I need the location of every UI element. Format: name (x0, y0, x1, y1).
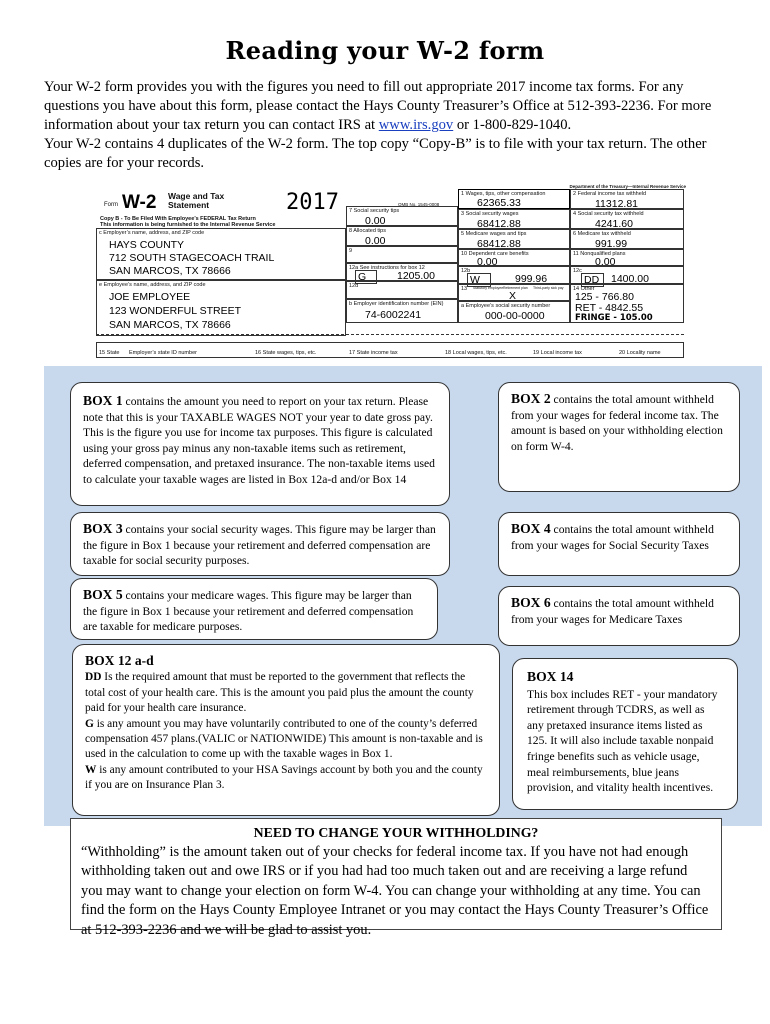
box-2-text: contains the total amount withheld from your wages for federal income tax. The amount is based on your withholding election on form W-4. (511, 393, 723, 453)
box-4-explanation (498, 512, 740, 576)
box-13 (458, 284, 570, 301)
box-14-line-2: RET - 4842.55 (575, 302, 644, 314)
form-title: Wage and Tax Statement (168, 191, 225, 210)
box-13-checkmark: X (509, 290, 517, 302)
box-1-title: BOX 1 (83, 393, 123, 408)
ein-value: 74-6002241 (365, 309, 422, 321)
ssn-value: 000-00-0000 (485, 310, 545, 322)
box-12b (458, 266, 570, 284)
omb-number: OMB No. 1545-0008 (398, 202, 440, 207)
box-4 (570, 209, 684, 229)
intro-paragraph-1-end: or 1-800-829-1040. (453, 117, 572, 133)
box-12d (346, 281, 458, 299)
box-1-explanation (70, 382, 450, 506)
box-10 (458, 249, 570, 266)
box-12-dd-code: DD (85, 671, 102, 684)
ssn-label: a Employee’s social security number (461, 303, 551, 309)
employee-label: e Employee’s name, address, and ZIP code (99, 282, 206, 288)
copy-b-label: Copy B - To Be Filed With Employee’s FEDERAL Tax Return (100, 216, 256, 222)
box-14-line-3: FRINGE - 105.00 (575, 313, 653, 323)
employer-address-2: SAN MARCOS, TX 78666 (109, 265, 231, 277)
form-year: 2017 (286, 190, 339, 215)
box-7-label: 7 Social security tips (349, 208, 400, 214)
box-12b-code: W (467, 273, 491, 287)
employer-address-1: 712 SOUTH STAGECOACH TRAIL (109, 252, 275, 264)
box-6-explanation (498, 586, 740, 646)
box-13-statutory: Statutory employee (473, 286, 504, 290)
box-2-title: BOX 2 (511, 391, 551, 406)
box-6-label: 6 Medicare tax withheld (573, 231, 631, 237)
form-label: Form (104, 202, 118, 208)
box-13-retirement: Retirement plan (503, 286, 528, 290)
box-12a (346, 263, 458, 281)
box-12a-value: 1205.00 (397, 270, 435, 282)
box-3-label: 3 Social security wages (461, 211, 519, 217)
box-3-value: 68412.88 (477, 218, 521, 230)
page-title: Reading your W-2 form (225, 36, 545, 65)
box-12-w-code: W (85, 763, 97, 776)
employer-name: HAYS COUNTY (109, 239, 185, 251)
intro-paragraph-1: Your W-2 form provides you with the figures you need to fill out appropriate 2017 income tax forms. For any questions you have about this form, please contact the Hays County Treasurer’s Office at 512-393-2236. For more information about your tax return you can contact IRS at (44, 79, 712, 133)
box-19-label: 19 Local income tax (533, 350, 582, 356)
box-7-value: 0.00 (365, 215, 386, 227)
box-1 (458, 189, 570, 209)
box-12-dd (85, 670, 487, 716)
box-11 (570, 249, 684, 266)
box-5-label: 5 Medicare wages and tips (461, 231, 527, 237)
box-6-text: contains the total amount withheld from your wages for Medicare Taxes (511, 597, 714, 626)
box-8-value: 0.00 (365, 235, 386, 247)
box-b-ein (346, 299, 458, 323)
box-1-label: 1 Wages, tips, other compensation (461, 191, 546, 197)
box-12c-label: 12c (573, 268, 582, 274)
box-8 (346, 226, 458, 246)
withholding-section (70, 818, 722, 938)
box-16-label: 16 State wages, tips, etc. (255, 350, 317, 356)
box-3 (458, 209, 570, 229)
box-2-value: 11312.81 (595, 198, 639, 210)
box-14-explanation (512, 658, 738, 810)
box-5-explanation (70, 578, 438, 640)
box-4-value: 4241.60 (595, 218, 633, 230)
box-12-g (85, 717, 487, 763)
box-4-label: 4 Social security tax withheld (573, 211, 644, 217)
box-14-label: 14 Other (573, 286, 595, 292)
employee-address-2: SAN MARCOS, TX 78666 (109, 319, 231, 331)
box-3-explanation (70, 512, 450, 576)
box-11-label: 11 Nonqualified plans (573, 251, 626, 257)
box-10-value: 0.00 (477, 256, 498, 268)
employer-label: c Employer’s name, address, and ZIP code (99, 230, 205, 236)
employee-box (96, 280, 346, 336)
box-5-text: contains your medicare wages. This figure may be larger than the figure in Box 1 because your retirement and deferred compensation are taxable for medicare purposes. (83, 589, 414, 634)
intro-text (44, 78, 734, 173)
box-12-w (85, 763, 487, 794)
box-2 (570, 189, 684, 209)
box-12a-label: 12a See instructions for box 12 (349, 265, 425, 271)
state-id-label: Employer’s state ID number (129, 350, 197, 356)
box-8-label: 8 Allocated tips (349, 228, 386, 234)
box-18-label: 18 Local wages, tips, etc. (445, 350, 507, 356)
box-4-text: contains the total amount withheld from your wages for Social Security Taxes (511, 523, 714, 552)
box-11-value: 0.00 (595, 256, 616, 268)
box-15-label: 15 State (99, 350, 120, 356)
box-5-value: 68412.88 (477, 238, 521, 250)
box-12a-code: G (355, 270, 377, 284)
box-14-text: This box includes RET - your mandatory retirement through TCDRS, as well as any pretaxed insurance items listed as 125. It will also include taxable nonpaid fringe benefits such as vehicle usage, meal reimbursements, blue jeans provision, and vitality health incentives. (527, 687, 718, 795)
box-13-sick-pay: Third-party sick pay (533, 286, 564, 290)
box-5 (458, 229, 570, 249)
box-14-line-1: 125 - 766.80 (575, 291, 634, 303)
box-17-label: 17 State income tax (349, 350, 398, 356)
box-12-explanation (72, 644, 500, 816)
box-9-label: 9 (349, 248, 353, 254)
box-12d-label: 12d (349, 283, 359, 289)
box-3-text: contains your social security wages. This figure may be larger than the figure in Box 1 because your retirement and deferred compensation are taxable for social security purposes. (83, 523, 436, 568)
copy-b-note: This information is being furnished to the Internal Revenue Service (100, 222, 276, 228)
box-12-title: BOX 12 a-d (85, 653, 154, 668)
box-20-label: 20 Locality name (619, 350, 661, 356)
state-row-divider (96, 334, 684, 335)
box-6-title: BOX 6 (511, 595, 551, 610)
treasury-label: Department of the Treasury—Internal Revenue Service (569, 184, 686, 189)
box-12c-code: DD (581, 273, 604, 287)
form-code: W-2 (122, 192, 157, 213)
box-12c-value: 1400.00 (611, 273, 649, 285)
box-a-ssn (458, 301, 570, 323)
intro-paragraph-2: Your W-2 contains 4 duplicates of the W-2 form. The top copy “Copy-B” is to file with your tax return. The other copies are for your records. (44, 136, 707, 171)
box-2-explanation (498, 382, 740, 492)
box-1-text: contains the amount you need to report on your tax return. Please note that this is your TAXABLE WAGES NOT your year to date gross pay. This is the figure you use for income tax purposes. This figure is calculated using your gross pay minus any non-taxable items such as retirement, deferred compensation, and pretaxed insurance. The non-taxable items used to calculate your taxable wages are listed in Box 12a-d and/or Box 14 (83, 395, 435, 486)
box-2-label: 2 Federal income tax withheld (573, 191, 647, 197)
box-4-title: BOX 4 (511, 521, 551, 536)
box-12-w-text: is any amount contributed to your HSA Savings account by both you and the county if you are on Insurance Plan 3. (85, 763, 483, 792)
box-13-label: 13 (461, 286, 468, 292)
irs-link[interactable]: www.irs.gov (378, 117, 454, 133)
box-7 (346, 206, 458, 226)
box-9 (346, 246, 458, 263)
w2-form-sample (96, 184, 686, 360)
box-12-g-text: is any amount you may have voluntarily contributed to one of the county’s deferred compensation 457 plans.(VALIC or NATIONWIDE) This amount is non-taxable and is used in the calculation to come up with the taxable wages in Box 1. (85, 717, 483, 761)
box-5-title: BOX 5 (83, 587, 123, 602)
box-3-title: BOX 3 (83, 521, 123, 536)
employee-name: JOE EMPLOYEE (109, 291, 191, 303)
box-6-value: 991.99 (595, 238, 628, 250)
withholding-title: NEED TO CHANGE YOUR WITHHOLDING? (253, 825, 539, 840)
employer-box (96, 228, 346, 280)
employee-address-1: 123 WONDERFUL STREET (109, 305, 242, 317)
box-6 (570, 229, 684, 249)
withholding-text: “Withholding” is the amount taken out of your checks for federal income tax. If you have not had enough withholding taken out and owe IRS or if you had had too much taken out and are receiving a large refund you may want to change your election on form W-4. You can change your withholding at any time. You can find the form on the Hays County Employee Intranet or you may contact the Hays County Treasurer’s Office at 512-393-2236 and we will be glad to assist you. (81, 843, 709, 938)
state-row (96, 342, 684, 358)
box-12b-value: 999.96 (515, 273, 548, 285)
box-1-value: 62365.33 (477, 197, 521, 209)
box-10-label: 10 Dependent care benefits (461, 251, 529, 257)
ein-label: b Employer identification number (EIN) (349, 301, 444, 307)
box-12-dd-text: Is the required amount that must be reported to the government that reflects the total cost of your health care. This is the amount you paid plus the amount the county paid for your health care insurance. (85, 671, 474, 715)
box-14 (570, 284, 684, 323)
box-12c (570, 266, 684, 284)
box-14-title: BOX 14 (527, 669, 574, 684)
box-12-g-code: G (85, 717, 94, 730)
box-12b-label: 12b (461, 268, 471, 274)
